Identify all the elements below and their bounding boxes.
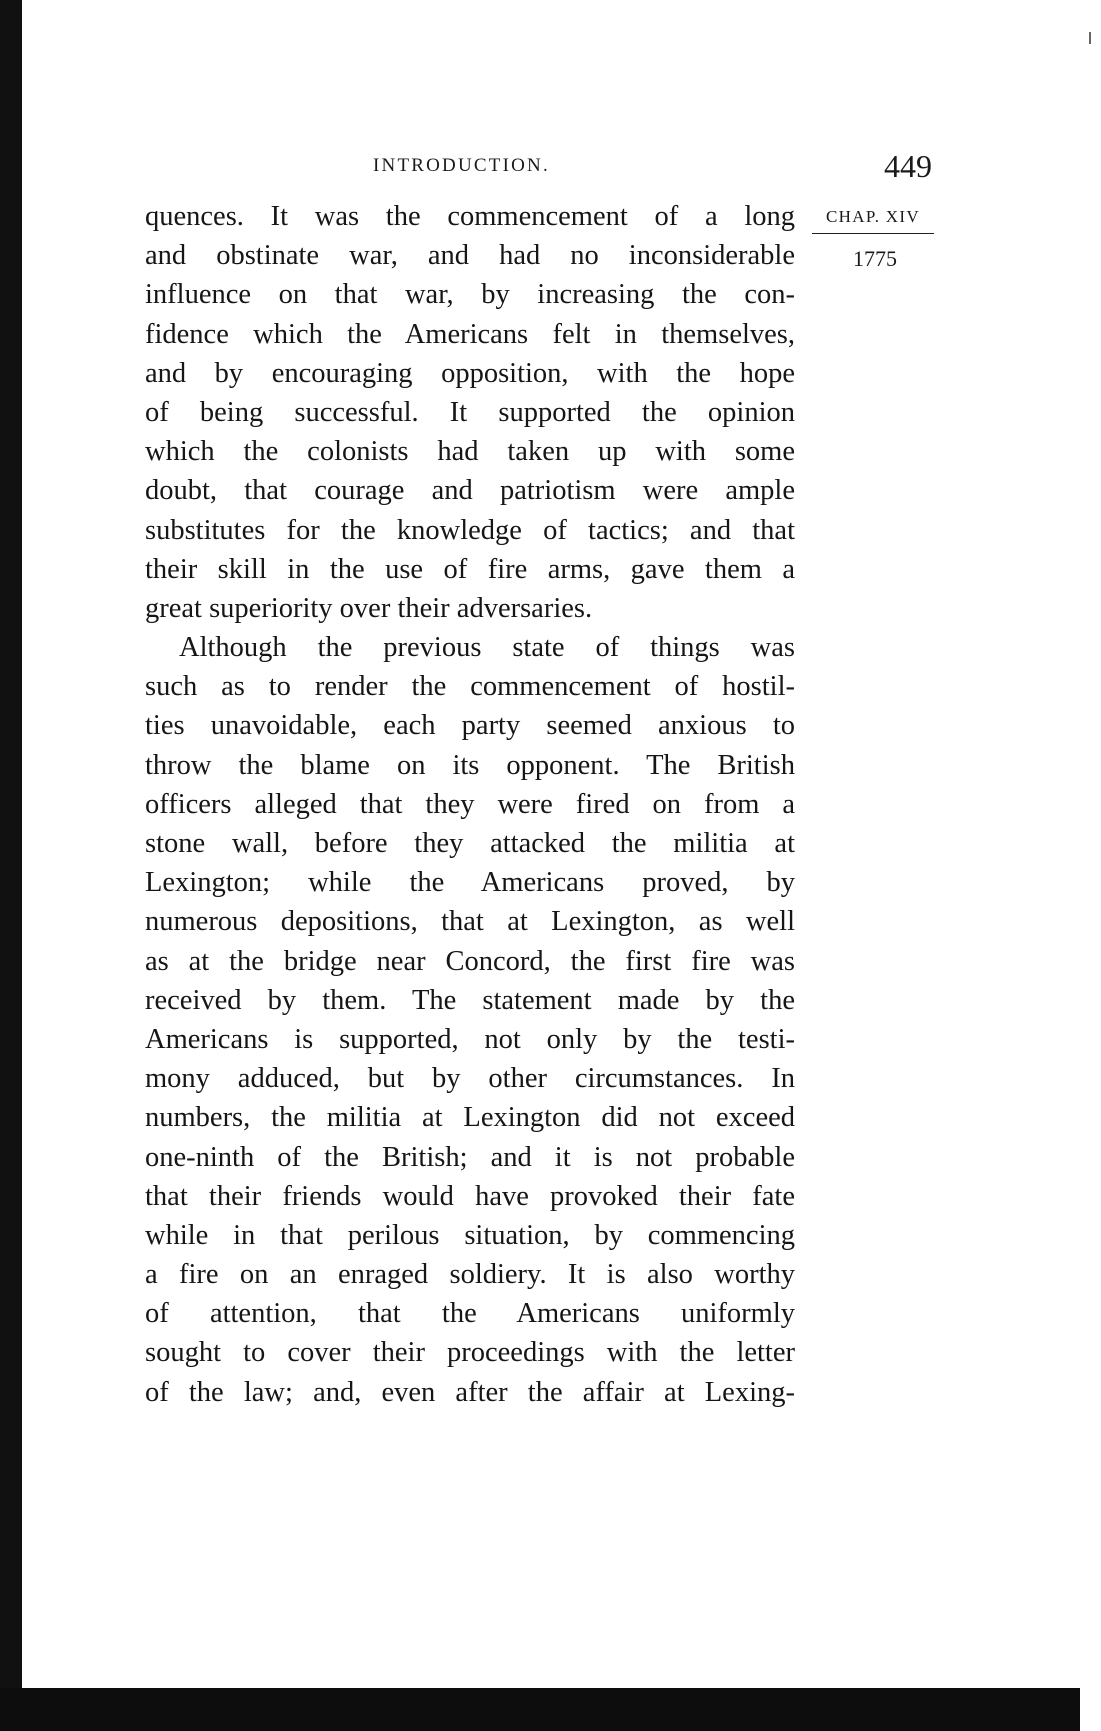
text-line: sought to cover their proceedings with the letter bbox=[145, 1337, 795, 1369]
text-line: such as to render the commencement of hostil- bbox=[145, 671, 795, 703]
text-line: of the law; and, even after the affair at Lexing- bbox=[145, 1376, 795, 1408]
text-line: stone wall, before they attacked the militia at bbox=[145, 828, 795, 859]
text-line: one-ninth of the British; and it is not probable bbox=[145, 1141, 795, 1173]
text-line: throw the blame on its opponent. The British bbox=[145, 749, 795, 781]
chapter-label: CHAP. XIV bbox=[812, 207, 934, 234]
text-line: influence on that war, by increasing the con- bbox=[145, 279, 795, 311]
text-line: mony adduced, but by other circumstances. In bbox=[145, 1063, 795, 1095]
text-line: substitutes for the knowledge of tactics; and that bbox=[145, 514, 795, 546]
binding-edge-shadow bbox=[0, 0, 22, 1688]
text-line: fidence which the Americans felt in themselves, bbox=[145, 318, 795, 350]
text-line: numerous depositions, that at Lexington, as well bbox=[145, 906, 795, 938]
text-line: which the colonists had taken up with some bbox=[145, 436, 795, 468]
text-line: Lexington; while the Americans proved, by bbox=[145, 867, 795, 899]
text-line: that their friends would have provoked their fate bbox=[145, 1180, 795, 1212]
year-label: 1775 bbox=[853, 246, 897, 271]
text-line: Americans is supported, not only by the testi- bbox=[145, 1023, 795, 1055]
page-number: 449 bbox=[884, 148, 932, 184]
text-line: while in that perilous situation, by commencing bbox=[145, 1219, 795, 1251]
text-line: and by encouraging opposition, with the hope bbox=[145, 357, 795, 389]
text-line: their skill in the use of fire arms, gave them a bbox=[145, 553, 795, 585]
text-line: ties unavoidable, each party seemed anxious to bbox=[145, 710, 795, 742]
text-line: and obstinate war, and had no inconsiderable bbox=[145, 240, 795, 272]
running-title: INTRODUCTION. bbox=[373, 155, 550, 176]
paragraph bbox=[145, 628, 795, 1412]
paragraph bbox=[145, 197, 795, 628]
text-line: numbers, the militia at Lexington did not exceed bbox=[145, 1102, 795, 1134]
text-line: great superiority over their adversaries. bbox=[145, 592, 593, 624]
scan-bottom-edge bbox=[0, 1688, 1080, 1731]
text-line: of being successful. It supported the opinion bbox=[145, 396, 795, 428]
text-line: Although the previous state of things was bbox=[179, 632, 795, 664]
text-line: quences. It was the commencement of a long bbox=[145, 201, 795, 232]
text-line: of attention, that the Americans uniformly bbox=[145, 1298, 795, 1330]
text-line: a fire on an enraged soldiery. It is also worthy bbox=[145, 1259, 795, 1291]
body-text bbox=[145, 197, 795, 1412]
margin-note bbox=[812, 207, 934, 272]
scan-mark bbox=[1089, 32, 1091, 44]
text-line: received by them. The statement made by the bbox=[145, 984, 795, 1016]
text-line: officers alleged that they were fired on from a bbox=[145, 788, 795, 820]
text-line: as at the bridge near Concord, the first fire was bbox=[145, 945, 795, 977]
text-line: doubt, that courage and patriotism were ample bbox=[145, 475, 795, 507]
